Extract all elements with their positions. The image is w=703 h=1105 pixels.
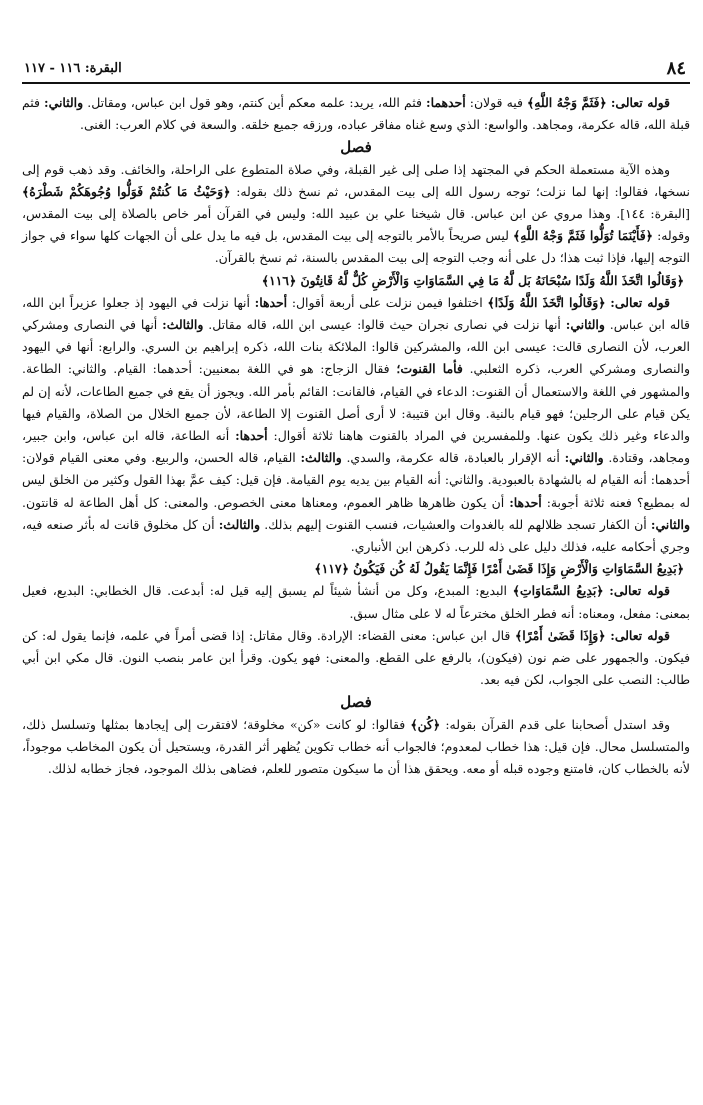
verse-heading: ﴿بَدِيعُ السَّمَاوَاتِ وَالْأَرْضِ وَإِذَا قَضَىٰ أَمْرًا فَإِنَّمَا يَقُولُ لَهُ كُن فَيَكُونُ ﴿١١٧﴾: [314, 561, 684, 577]
page-number: ٨٤: [666, 58, 686, 79]
label: قوله تعالى:: [610, 294, 670, 310]
paragraph: [22, 714, 690, 781]
text: فقال الزجاج: هو في اللغة بمعنيين: أحدهما: القيام. والثاني: الطاعة. والمشهور في اللغة والاستعمال أن القنوت: الدعاء في القيام، فالقانت: القائم بأمر الله. ويجوز أن يقع في جميع الطاعات، لأنه إن لم يكن قيام على الرجلين؛ فهو قيام بالنية. وقال ابن قتيبة: لا أرى أصل القنوت إلا الطاعة، لأن جميع الخلال من الصلاة، والقيام فيها والدعاء وغير ذلك يكون عنها. وللمفسرين في المراد بالقنوت هاهنا ثلاثة أقوال:: [22, 361, 690, 444]
label: والثاني:: [565, 317, 605, 333]
paragraph: [22, 92, 690, 136]
label: قوله تعالى:: [610, 95, 670, 110]
page-header: [22, 58, 690, 84]
page: [22, 0, 690, 1105]
label: قوله تعالى:: [609, 583, 670, 599]
section-title: فصل: [340, 693, 372, 712]
label: فأما القنوت؛: [396, 361, 463, 377]
text: أنها نزلت في اليهود إذ جعلوا عزيراً ابن الله، قاله ابن عباس.: [22, 294, 690, 333]
text: أنه الإقرار بالعبادة، قاله عكرمة، والسدي.: [346, 450, 560, 466]
text: أن يكون ظاهرها ظاهر العموم، ومعناها معنى الخصوص. والمعنى: كل أهل الطاعة له قانتون.: [22, 494, 505, 510]
text: فثم قبلة الله، قاله عكرمة، ومجاهد. والواسع: الذي وسع غناه مفاقر عباده، ورزقه جميع خلقه. والسعة في كلام العرب: الغنى.: [22, 95, 690, 133]
text: فثم الله، يريد: علمه معكم أين كنتم، وهو قول ابن عباس، ومقاتل.: [87, 95, 422, 110]
label: أحدها:: [254, 294, 288, 310]
label: أحدهما:: [426, 95, 466, 110]
paragraph: [22, 159, 690, 270]
quran-quote: ﴿فَثَمَّ وَجْهُ اللَّهِ﴾: [527, 95, 607, 110]
verse-heading: ﴿وَقَالُوا اتَّخَذَ اللَّهُ وَلَدًا سُبْحَانَهُ بَل لَّهُ مَا فِي السَّمَاوَاتِ وَالْأَرْضِ كُلٌّ لَّهُ قَانِتُونَ ﴿١١٦﴾: [261, 272, 684, 288]
text: وقد استدل أصحابنا على قدم القرآن بقوله:: [445, 716, 670, 732]
text: أنها نزلت في نصارى نجران حيث قالوا: عيسى ابن الله، قاله مقاتل.: [208, 317, 561, 333]
quran-quote: ﴿وَقَالُوا اتَّخَذَ اللَّهُ وَلَدًا﴾: [487, 294, 606, 310]
label: قوله تعالى:: [610, 627, 670, 643]
quran-quote: ﴿وَحَيْثُ مَا كُنتُمْ فَوَلُّوا وُجُوهَكُمْ شَطْرَهُ﴾: [22, 183, 231, 199]
paragraph: [22, 625, 690, 692]
text: البديع: المبدع، وكل من أنشأ شيئاً لم يسبق إليه قيل له: أبدعت. قال الخطابي: البديع، فعيل بمعنى: مفعل، ومعناه: أنه فطر الخلق مخترعاً له لا على مثال سبق.: [22, 583, 690, 621]
running-head: البقرة: ١١٦ - ١١٧: [24, 61, 122, 76]
text: أنها في النصارى ومشركي العرب، لأن النصارى قالت: عيسى ابن الله، والمشركين قالوا: الملائكة بنات الله، ذكره إبراهيم بن السري. والرابع: أنها في اليهود والنصارى ومشركي العرب، ذكره الثعلبي.: [22, 317, 690, 377]
text: ليس صريحاً بالأمر بالتوجه إلى بيت المقدس، بل فيه ما يدل على أن الجهات كلها سواء في جواز التوجه إليها، فإذا ثبت هذا؛ دل على أنه وجب التوجه إلى بيت المقدس بالسنة، ثم نسخ بالقرآن.: [22, 228, 690, 266]
label: والثالث:: [218, 516, 260, 532]
quran-quote: ﴿بَدِيعُ السَّمَاوَاتِ﴾: [512, 583, 604, 599]
label: والثالث:: [162, 317, 204, 333]
section-title: فصل: [340, 138, 372, 157]
label: أحدها:: [509, 494, 542, 510]
label: والثاني:: [564, 450, 604, 466]
text: [البقرة: ١٤٤]. وهذا مروي عن ابن عباس. قال شيخنا علي بن عبيد الله: وليس في القرآن أمر خاص بالصلاة إلى بيت المقدس، وقوله:: [22, 206, 690, 244]
label: والثاني:: [44, 95, 84, 110]
paragraph: [22, 580, 690, 624]
quran-quote: ﴿فَأَيْنَمَا تُوَلُّوا فَثَمَّ وَجْهُ اللَّهِ﴾: [512, 228, 653, 244]
text: اختلفوا فيمن نزلت على أربعة أقوال:: [291, 294, 483, 310]
quran-quote: ﴿كُن﴾: [410, 716, 441, 732]
text: أنه الطاعة، قاله ابن عباس، وابن جبير، ومجاهد، وقتادة.: [22, 428, 690, 466]
text: أن كل مخلوق قانت له بأثر صنعه فيه، وجري أحكامه عليه، فذلك دليل على ذله للرب. ذكرهن ابن الأنباري.: [22, 516, 690, 555]
quran-quote: ﴿وَإِذَا قَضَىٰ أَمْرًا﴾: [515, 627, 606, 643]
label: والثاني:: [650, 516, 690, 532]
text: فيه قولان:: [469, 95, 523, 110]
paragraph: [22, 292, 690, 558]
page-body: [22, 92, 690, 780]
label: والثالث:: [300, 450, 342, 466]
label: أحدها:: [235, 428, 268, 444]
text: فقالوا: لو كانت «كن» مخلوقة؛ لافتقرت إلى إيجادها بمثلها وتسلسل ذلك، والمتسلسل محال. فإن قيل: هذا خطاب لمعدوم؛ فالجواب أنه خطاب تكوين يُظهر أثر القدرة، ويستحيل أن يكون المخاطب موجوداً، لأنه بالخطاب كان، فامتنع وجوده قبله أو معه. ويحقق هذا أن ما سيكون متصور للعلم، فضاهى بذلك الموجود، فجاز خطابه لذلك.: [22, 716, 690, 777]
text: أن الكفار تسجد ظلالهم لله بالغدوات والعشيات، فنسب القنوت إليهم بذلك.: [264, 516, 647, 532]
text: القيام، قاله الحسن، والربيع. وفي معنى القيام قولان: أحدهما: أنه القيام له بالشهادة بالعبودية. والثاني: أنه القيام بين يديه يوم القيامة. فإن قيل: كيف عمَّ بهذا القول وكثير من الخلق ليس له بمطيع؟ فعنه ثلاثة أجوبة:: [22, 450, 690, 510]
text: وهذه الآية مستعملة الحكم في المجتهد إذا صلى إلى غير القبلة، وفي صلاة المتطوع على الراحلة، والخائف. وقد ذهب قوم إلى نسخها، فقالوا: إنها لما نزلت؛ توجه رسول الله إلى بيت المقدس، ثم نسخ ذلك بقوله:: [22, 161, 690, 199]
text: قال ابن عباس: معنى القضاء: الإرادة. وقال مقاتل: إذا قضى أمراً في علمه، فإنما يقول له: كن فيكون. والجمهور على ضم نون (فيكون)، بالرفع على القطع. والمعنى: فهو يكون. وقرأ ابن عامر بنصب النون. قال مكي ابن أبي طالب: النصب على الجواب، لكن فيه بعد.: [22, 627, 690, 688]
